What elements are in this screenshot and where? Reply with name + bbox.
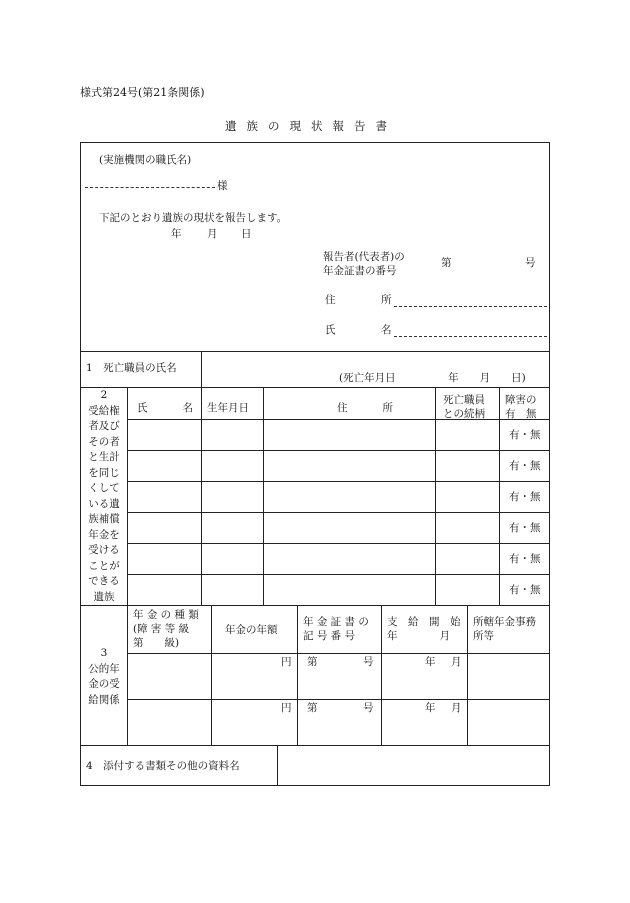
col-disability-header-2: 有 無 xyxy=(505,408,537,420)
disability-choice[interactable]: 有・無 xyxy=(509,522,541,534)
start-month: 月 xyxy=(451,656,462,668)
date-year: 年 xyxy=(171,228,182,240)
section3-top-border xyxy=(81,605,549,606)
section2-top-border xyxy=(81,387,549,388)
date-day: 日 xyxy=(241,228,252,240)
document-title: 遺族の現状報告書 xyxy=(225,119,397,133)
s4-divider xyxy=(277,745,278,785)
address-label-b: 所 xyxy=(381,294,392,306)
col-office-header-2: 所等 xyxy=(473,630,494,642)
section1-divider xyxy=(201,351,202,387)
cert-go: 号 xyxy=(363,656,374,668)
section2-label: 2 受給権 者及び その者 と生計 を同じ くして いる遺 族補償 年金を 受ける ことが できる 遺族 xyxy=(88,389,120,603)
s2-row-line xyxy=(127,450,549,451)
col-type-header-3: 第 級) xyxy=(133,637,180,649)
col-birth-header: 生年月日 xyxy=(207,402,249,414)
col-address-header: 住 所 xyxy=(337,402,393,414)
name-label-a: 氏 xyxy=(325,324,336,336)
s3-v1 xyxy=(127,605,128,745)
cert-go: 号 xyxy=(363,702,374,714)
start-month: 月 xyxy=(451,702,462,714)
name-line[interactable] xyxy=(394,336,547,337)
start-year: 年 xyxy=(425,656,436,668)
col-office-header-1: 所轄年金事務 xyxy=(473,616,536,628)
col-type-header-1: 年 金 の 種 類 xyxy=(133,609,199,621)
section4-label: 4 添付する書類その他の資料名 xyxy=(86,760,240,772)
pension-dai: 第 xyxy=(441,257,452,269)
s3-row-line xyxy=(127,699,549,700)
s3-v3 xyxy=(297,605,298,745)
form-number: 様式第24号(第21条関係) xyxy=(80,86,205,99)
name-label-b: 名 xyxy=(381,324,392,336)
s2-row-line xyxy=(127,543,549,544)
date-month: 月 xyxy=(207,228,218,240)
col-amount-header: 年金の年額 xyxy=(225,624,278,636)
s2-row-line xyxy=(127,574,549,575)
section1-label: 1 死亡職員の氏名 xyxy=(86,362,177,374)
section3-label: 3 公的年 金の受 給関係 xyxy=(88,647,120,706)
address-label-a: 住 xyxy=(325,294,336,306)
start-year: 年 xyxy=(425,702,436,714)
disability-choice[interactable]: 有・無 xyxy=(509,429,541,441)
col-type-header-2: (障 害 等 級 xyxy=(133,623,190,635)
pension-number-label-2: 年金証書の番号 xyxy=(323,265,397,277)
cert-dai: 第 xyxy=(307,656,318,668)
col-disability-header-1: 障害の xyxy=(505,394,537,406)
form-frame xyxy=(80,142,550,786)
disability-choice[interactable]: 有・無 xyxy=(509,491,541,503)
disability-choice[interactable]: 有・無 xyxy=(509,584,541,596)
col-cert-header-1: 年 金 証 書 の xyxy=(303,616,369,628)
pension-go: 号 xyxy=(525,257,536,269)
cert-dai: 第 xyxy=(307,702,318,714)
death-date: (死亡年月日 年 月 日) xyxy=(339,372,526,384)
col-relation-header-2: との続柄 xyxy=(443,408,485,420)
col-relation-header-1: 死亡職員 xyxy=(443,394,485,406)
s3-v4 xyxy=(381,605,382,745)
col-start-header-2: 年 月 xyxy=(387,630,450,642)
agency-name-line[interactable] xyxy=(85,187,215,188)
section4-top-border xyxy=(81,745,549,746)
sama-label: 様 xyxy=(217,180,228,192)
s2-row-line xyxy=(127,512,549,513)
yen-unit: 円 xyxy=(281,656,292,668)
s2-row-line xyxy=(127,481,549,482)
s3-v5 xyxy=(467,605,468,745)
section1-top-border xyxy=(81,351,549,352)
s2-row-line xyxy=(127,419,549,420)
col-start-header-1: 支 給 開 始 xyxy=(387,616,461,628)
col-name-header: 氏 名 xyxy=(137,402,193,414)
s3-row-line xyxy=(127,653,549,654)
report-text: 下記のとおり遺族の現状を報告します。 xyxy=(99,212,288,224)
pension-number-label-1: 報告者(代表者)の xyxy=(323,251,405,263)
disability-choice[interactable]: 有・無 xyxy=(509,460,541,472)
disability-choice[interactable]: 有・無 xyxy=(509,553,541,565)
col-cert-header-2: 記 号 番 号 xyxy=(303,630,356,642)
agency-label: (実施機関の職氏名) xyxy=(99,154,192,166)
yen-unit: 円 xyxy=(281,702,292,714)
s3-v2 xyxy=(211,605,212,745)
address-line[interactable] xyxy=(394,306,547,307)
